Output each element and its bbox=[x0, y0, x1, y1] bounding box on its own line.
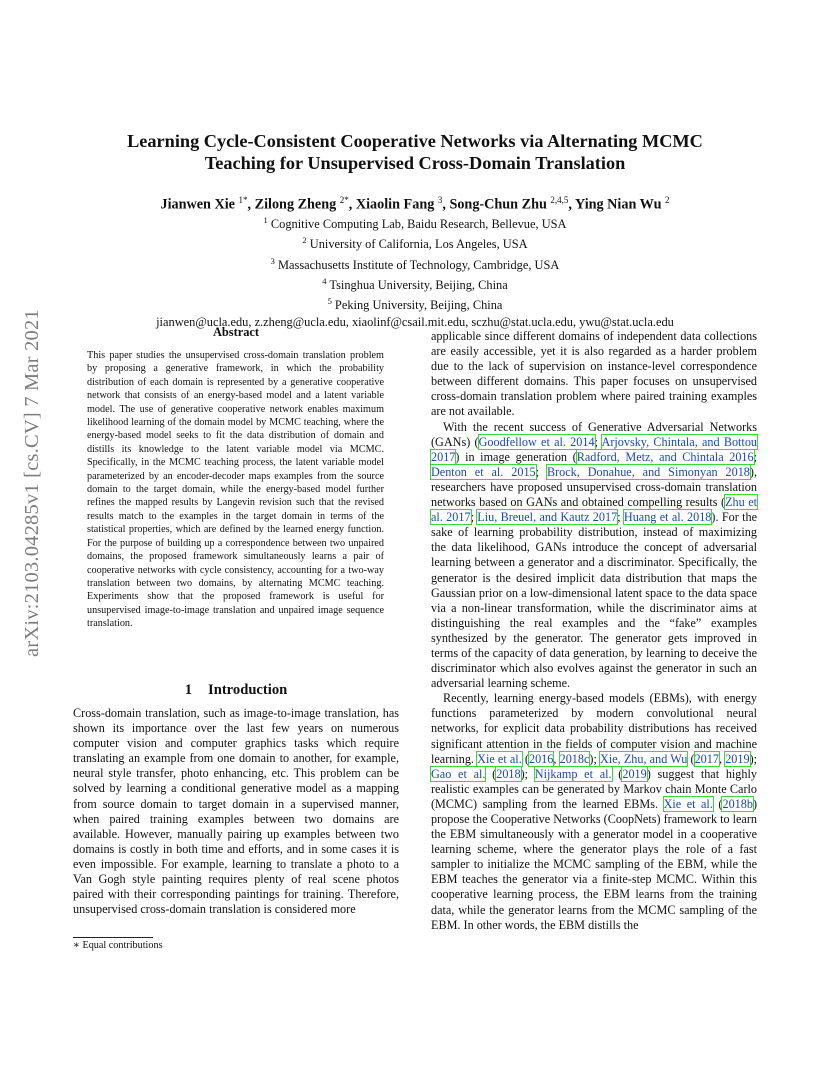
author-name: Song-Chun Zhu bbox=[449, 196, 547, 213]
paper-title bbox=[80, 130, 750, 174]
citation-link[interactable]: Radford, Metz, and Chintala 2016 bbox=[576, 449, 754, 464]
title-line-2: Teaching for Unsupervised Cross-Domain Translation bbox=[204, 153, 626, 173]
abstract-text: This paper studies the unsupervised cross-domain translation problem by proposing a generative framework, in which the probability distribution of each domain is represented by a generative cooperative network that consists of an energy-based model and a latent variable model. The use of generative cooperative network enables maximum likelihood learning of the domain model by MCMC teaching, where the energy-based model seeks to fit the data distribution of domain and distills its knowledge to the latent variable model via MCMC. Specifically, in the MCMC teaching process, the latent variable model parameterized by an encoder-decoder maps examples from the source domain to the target domain, while the energy-based model further refines the mapped results by Langevin revision such that the revised results match to the examples in the target domain in terms of the statistical properties, which are defined by the learned energy function. For the purpose of building up a correspondence between two unpaired domains, the proposed framework simultaneously learns a pair of cooperative networks with cycle consistency, accounting for a two-way translation between two domains, by alternating MCMC teaching. Experiments show that the proposed framework is useful for unsupervised image-to-image translation and unpaired image sequence translation. bbox=[87, 350, 384, 630]
affiliation: $^5$ Peking University, Beijing, China bbox=[327, 296, 503, 313]
affiliation: $^3$ Massachusetts Institute of Technology, Cambridge, USA bbox=[270, 255, 560, 272]
author-affiliation-mark: 2,4,5 bbox=[550, 195, 569, 205]
author-affiliation-mark: 2* bbox=[339, 195, 349, 205]
citation-link[interactable]: 2019 bbox=[725, 751, 750, 766]
author-name: Xiaolin Fang bbox=[355, 196, 435, 213]
citation-link[interactable]: Liu, Breuel, and Kautz 2017 bbox=[477, 510, 618, 525]
section-number: 1 bbox=[184, 682, 193, 698]
section-heading-introduction bbox=[73, 682, 399, 699]
citation-link[interactable]: 2016 bbox=[528, 751, 554, 766]
citation-link[interactable]: Xie et al. bbox=[663, 796, 713, 811]
intro-column-right bbox=[431, 329, 757, 933]
arxiv-identifier: arXiv:2103.04285v1 [cs.CV] 7 Mar 2021 bbox=[21, 309, 43, 657]
citation-link[interactable]: 2018 bbox=[496, 766, 521, 781]
paragraph: Cross-domain translation, such as image-to-image translation, has shown its importance over the last few years on numerous computer vision and computer graphics tasks which require translating an example from one domain to another, for example, neural style transfer, photo enhancing, etc. This problem can be solved by learning a conditional generative model as a mapping from source domain to target domain in a supervised manner, when paired training examples between two domains are available. However, manually pairing up examples between two domains is costly in both time and efforts, and in some cases it is even impossible. For example, learning to translate a photo to a Van Gogh style painting requires plenty of real scene photos paired with their corresponding paintings for training. Therefore, unsupervised cross-domain translation is considered more bbox=[73, 706, 399, 917]
citation-link[interactable]: Nijkamp et al. bbox=[534, 766, 612, 781]
citation-link[interactable]: Denton et al. 2015 bbox=[431, 464, 536, 479]
author-name: Zilong Zheng bbox=[254, 196, 337, 213]
citation-link[interactable]: Xie et al. bbox=[477, 751, 522, 766]
affiliation: $^2$ University of California, Los Angeles, USA bbox=[302, 235, 528, 252]
citation-link[interactable]: Brock, Donahue, and Simonyan 2018 bbox=[546, 464, 750, 479]
author-affiliation-mark: 3 bbox=[437, 195, 443, 205]
citation-link[interactable]: Gao et al. bbox=[431, 766, 486, 781]
title-line-1: Learning Cycle-Consistent Cooperative Networks via Alternating MCMC bbox=[127, 131, 703, 151]
abstract-heading: Abstract bbox=[212, 325, 260, 339]
paragraph: applicable since different domains of independent data collections are easily accessible, yet it is also regarded as a harder problem due to the lack of supervision on instance-level correspondence between different domains. This paper focuses on unsupervised cross-domain translation problem where paired training examples are not available. bbox=[431, 329, 757, 419]
citation-link[interactable]: 2019 bbox=[622, 766, 647, 781]
citation-link[interactable]: Huang et al. 2018 bbox=[623, 510, 712, 525]
footnote-rule bbox=[73, 937, 153, 938]
citation-link[interactable]: Xie, Zhu, and Wu bbox=[600, 751, 688, 766]
paragraph: With the recent success of Generative Adversarial Networks (GANs) (Goodfellow et al. 2014; Arjovsky, Chintala, and Bottou 2017) in image generation (Radford, Metz, and Chintala 2016; Denton et al. 2015; Brock, Donahue, and Simonyan 2018), researchers have proposed unsupervised cross-domain translation networks based on GANs and obtained compelling results (Zhu et al. 2017; Liu, Breuel, and Kautz 2017; Huang et al. 2018). For the sake of learning probability distribution, instead of maximizing the data likelihood, GANs introduce the concept of adversarial learning between a generator and a discriminator. Specifically, the generator is the desired implicit data distribution that maps the Gaussian prior on a low-dimensional latent space to the data space via a non-linear transformation, while the discriminator aims at distinguishing the real examples and the “fake” examples synthesized by the generator. The generator gets improved in terms of the capacity of data generation, by learning to deceive the discriminator which also evolves against the generator in such an adversarial learning scheme. bbox=[431, 419, 758, 691]
citation-link[interactable]: 2018b bbox=[722, 796, 753, 811]
author-affiliation-mark: 1* bbox=[238, 195, 248, 205]
paragraph: Recently, learning energy-based models (EBMs), with energy functions parameterized by modern convolutional neural networks, for explicit data probability distributions has received significant attention in the fields of computer vision and machine learning. Xie et al. (2016, 2018c); Xie, Zhu, and Wu (2017, 2019); Gao et al. (2018); Nijkamp et al. (2019) suggest that highly realistic examples can be generated by Markov chain Monte Carlo (MCMC) sampling from the learned EBMs. Xie et al. (2018b) propose the Cooperative Networks (CoopNets) framework to learn the EBM simultaneously with a generator model in a cooperative learning scheme, where the generator plays the role of a fast sampler to initialize the MCMC sampling of the EBM, while the EBM teaches the generator via a finite-step MCMC. Within this cooperative learning process, the EBM learns from the training data, while the generator learns from the MCMC sampling of the EBM. In other words, the EBM distills the bbox=[431, 691, 758, 932]
citation-link[interactable]: Arjovsky, Chintala, and Bottou 2017 bbox=[431, 434, 758, 464]
email-list: jianwen@ucla.edu, z.zheng@ucla.edu, xiaolinf@csail.mit.edu, sczhu@stat.ucla.edu, ywu@stat.ucla.edu bbox=[156, 314, 674, 329]
citation-link[interactable]: 2017 bbox=[694, 751, 719, 766]
affiliation: $^1$ Cognitive Computing Lab, Baidu Research, Bellevue, USA bbox=[263, 215, 567, 232]
citation-link[interactable]: 2018c bbox=[559, 751, 590, 766]
citation-link[interactable]: Goodfellow et al. 2014 bbox=[478, 434, 595, 449]
author-affiliation-mark: 2 bbox=[665, 195, 670, 205]
affiliation-list bbox=[60, 212, 770, 330]
intro-paragraph-left bbox=[73, 706, 399, 917]
author-list: Jianwen Xie $^{1*}$, Zilong Zheng $^{2*}$, Xiaolin Fang $^3$, Song-Chun Zhu $^{2,4,5}$, Ying Nian Wu $^2$ bbox=[160, 195, 670, 213]
footnote: ∗ Equal contributions bbox=[73, 940, 163, 951]
author-name: Jianwen Xie bbox=[160, 196, 235, 213]
section-title: Introduction bbox=[208, 682, 288, 698]
citation-link[interactable]: Zhu et al. 2017 bbox=[431, 495, 757, 525]
affiliation: $^4$ Tsinghua University, Beijing, China bbox=[322, 275, 508, 293]
author-name: Ying Nian Wu bbox=[574, 196, 662, 213]
